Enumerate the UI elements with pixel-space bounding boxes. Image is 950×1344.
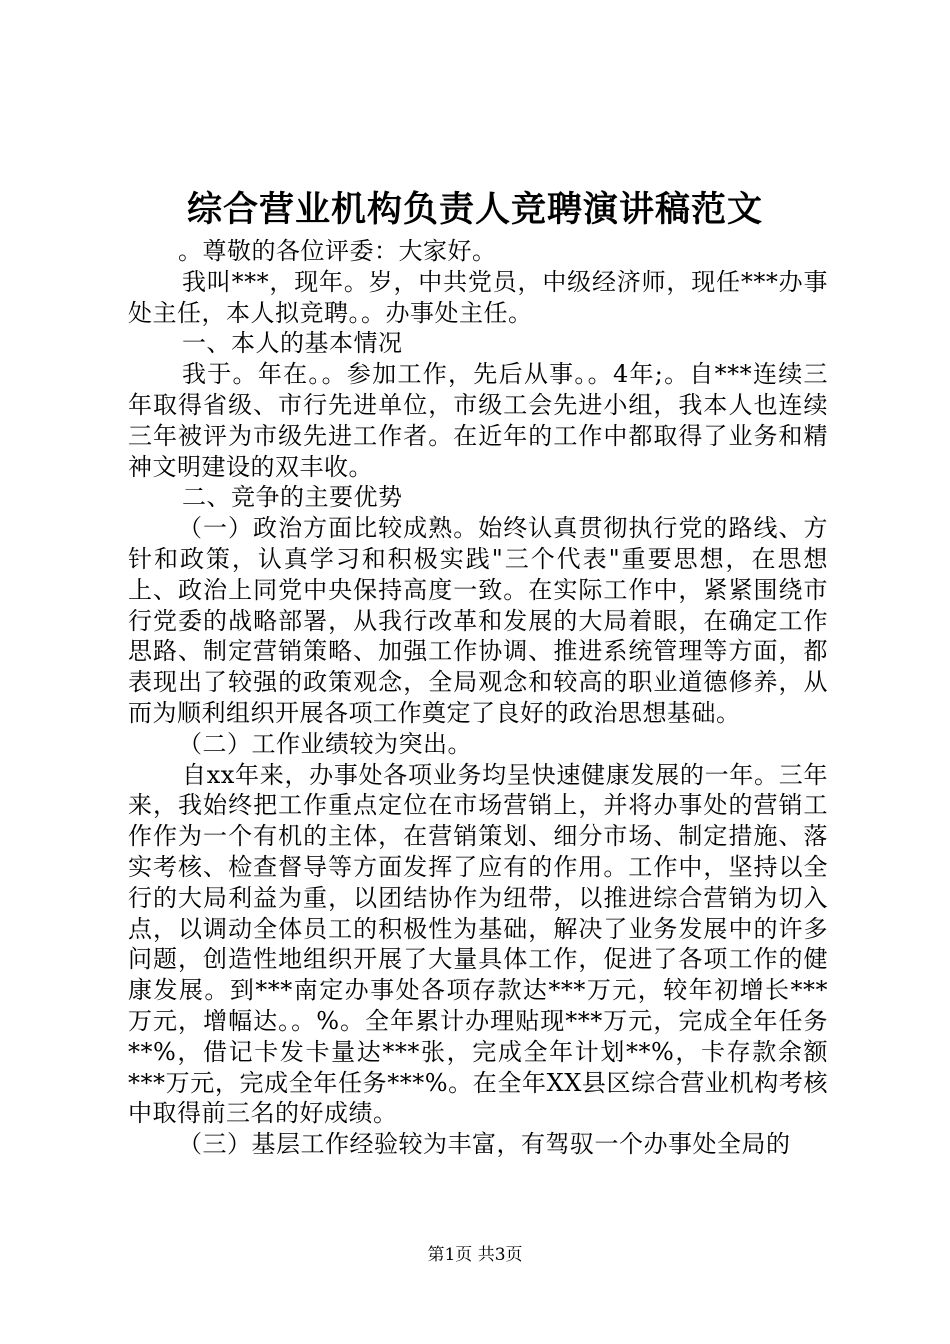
document-body xyxy=(128,236,828,1160)
introduction-paragraph: 我叫***，现年。岁，中共党员，中级经济师，现任***办事处主任，本人拟竞聘。。办事处主任。 xyxy=(128,267,828,327)
basic-info-paragraph: 我于。年在。。参加工作，先后从事。。4年;。自***连续三年取得省级、市行先进单位，市级工会先进小组，我本人也连续三年被评为市级先进工作者。在近年的工作中都取得了业务和精神文明建设的双丰收。 xyxy=(128,360,828,481)
work-performance-paragraph: 自xx年来，办事处各项业务均呈快速健康发展的一年。三年来，我始终把工作重点定位在市场营销上，并将办事处的营销工作作为一个有机的主体，在营销策划、细分市场、制定措施、落实考核、检查督导等方面发挥了应有的作用。工作中，坚持以全行的大局利益为重，以团结协作为纽带，以推进综合营销为切入点，以调动全体员工的积极性为基础，解决了业务发展中的许多问题，创造性地组织开展了大量具体工作，促进了各项工作的健康发展。到***南定办事处各项存款达***万元，较年初增长***万元，增幅达。。%。全年累计办理贴现***万元，完成全年任务**%，借记卡发卡量达***张，完成全年计划**%，卡存款余额***万元，完成全年任务***%。在全年XX县区综合营业机构考核中取得前三名的好成绩。 xyxy=(128,760,828,1128)
salutation-paragraph: 。尊敬的各位评委：大家好。 xyxy=(178,237,497,265)
page-footer: 第1页 共3页 xyxy=(427,1245,523,1265)
document-title: 综合营业机构负责人竞聘演讲稿范文 xyxy=(186,189,763,230)
section-heading-advantages: 二、竞争的主要优势 xyxy=(182,483,403,512)
grassroots-experience-paragraph: （三）基层工作经验较为丰富，有驾驭一个办事处全局的 xyxy=(178,1130,791,1159)
section-heading-basic-info: 一、本人的基本情况 xyxy=(182,329,403,358)
subheading-work-performance: （二）工作业绩较为突出。 xyxy=(178,729,472,758)
political-maturity-paragraph: （一）政治方面比较成熟。始终认真贯彻执行党的路线、方针和政策，认真学习和积极实践"三个代表"重要思想，在思想上、政治上同党中央保持高度一致。在实际工作中，紧紧围绕市行党委的战略部署，从我行改革和发展的大局着眼，在确定工作思路、制定营销策略、加强工作协调、推进系统管理等方面，都表现出了较强的政策观念，全局观念和较高的职业道德修养，从而为顺利组织开展各项工作奠定了良好的政治思想基础。 xyxy=(128,514,828,727)
